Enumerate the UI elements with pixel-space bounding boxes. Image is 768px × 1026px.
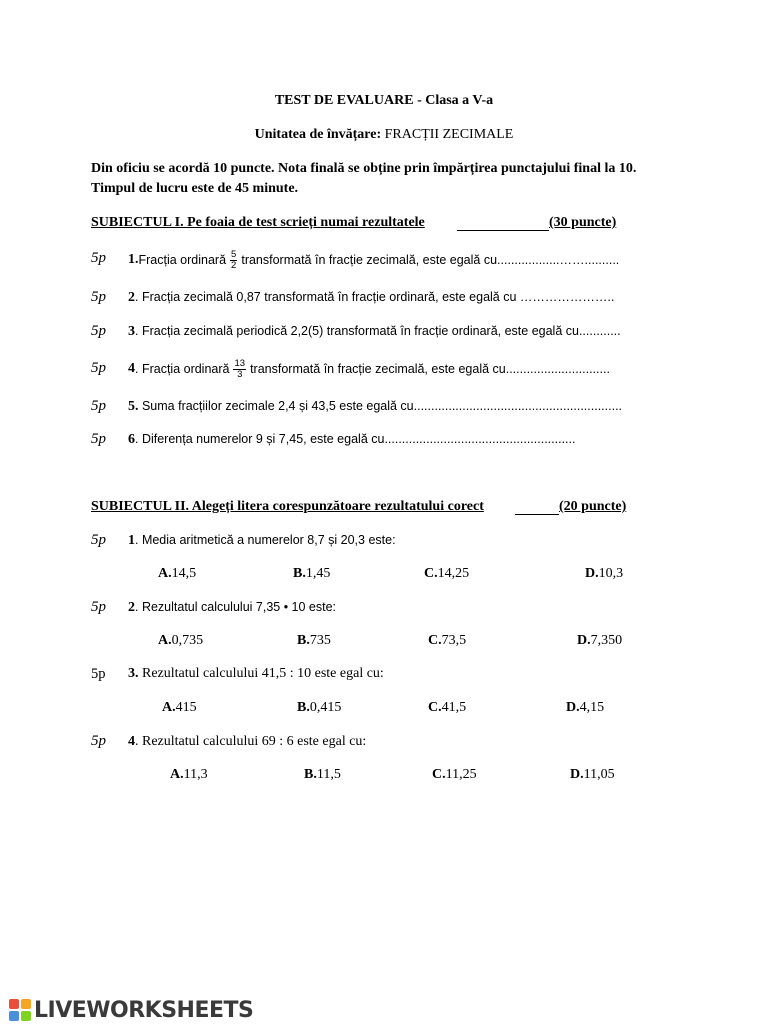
s1-item-5-text: Suma fracțiilor zecimale 2,4 și 43,5 este egală cu............................................................ (138, 399, 623, 413)
option-letter: D. (585, 566, 599, 581)
option-value: 11,5 (316, 767, 341, 782)
s2-item-1-option-c[interactable] (424, 566, 469, 582)
s2-item-1-option-d[interactable] (585, 566, 623, 582)
s1-item-5-points: 5p (91, 398, 106, 414)
s1-item-6-text: . Diferența numerelor 9 și 7,45, este egală cu....................................................... (135, 432, 576, 446)
s2-item-4-option-a[interactable] (170, 767, 208, 783)
s2-item-2-number: 2 (128, 600, 135, 615)
s1-item-4-points: 5p (91, 360, 106, 376)
s1-item-2-text: . Fracția zecimală 0,87 transformată în fracție ordinară, este egală cu ………………….. (135, 290, 615, 304)
s2-item-3-option-a[interactable] (162, 700, 197, 716)
s2-item-2-points: 5p (91, 599, 106, 615)
fraction-13-3 (233, 359, 246, 380)
s2-item-1-option-a[interactable] (158, 566, 196, 582)
s2-item-2-question (128, 600, 336, 616)
s1-item-6-points: 5p (91, 431, 106, 447)
s2-item-1-text: . Media aritmetică a numerelor 8,7 și 20,3 este: (135, 533, 396, 547)
s2-item-1-number: 1 (128, 533, 135, 548)
s1-item-2[interactable] (128, 290, 614, 306)
s2-item-4-text: . Rezultatul calculului 69 : 6 este egal cu: (135, 734, 367, 749)
s1-item-4-number: 4 (128, 361, 135, 376)
s2-item-2-option-c[interactable] (428, 633, 466, 649)
section-2-points: (20 puncte) (559, 499, 627, 514)
section-1-points: (30 puncte) (549, 215, 617, 230)
s2-item-4-number: 4 (128, 734, 135, 749)
option-value: 41,5 (441, 700, 467, 715)
s2-item-2-text: . Rezultatul calculului 7,35 • 10 este: (135, 600, 337, 614)
s2-item-3-number: 3. (128, 666, 139, 681)
s1-item-1-number: 1. (128, 252, 139, 267)
s2-item-1-question (128, 533, 396, 549)
option-value: 0,735 (171, 633, 204, 648)
s1-item-6-number: 6 (128, 432, 135, 447)
option-letter: A. (158, 566, 172, 581)
section-2-underline-gap (515, 514, 559, 515)
liveworksheets-logo[interactable] (8, 994, 253, 1026)
s2-item-3-option-c[interactable] (428, 700, 466, 716)
s2-item-2-option-d[interactable] (577, 633, 622, 649)
s1-item-1-answer-line[interactable]: transformată în fracție zecimală, este egală cu..................…….......... (241, 253, 620, 267)
option-letter: B. (297, 700, 310, 715)
option-value: 14,5 (171, 566, 197, 581)
section-1-heading: SUBIECTUL I. Pe foaia de test scrieți numai rezultatele (91, 215, 425, 230)
option-value: 735 (309, 633, 331, 648)
option-letter: C. (424, 566, 438, 581)
option-letter: C. (428, 700, 442, 715)
option-letter: A. (162, 700, 176, 715)
s2-item-4-option-b[interactable] (304, 767, 341, 783)
option-letter: C. (428, 633, 442, 648)
fraction-denominator: 2 (231, 259, 237, 271)
option-letter: C. (432, 767, 446, 782)
s2-item-3-option-b[interactable] (297, 700, 341, 716)
s1-item-4 (128, 355, 610, 383)
option-letter: B. (304, 767, 317, 782)
option-letter: D. (566, 700, 580, 715)
option-letter: A. (170, 767, 184, 782)
s1-item-3-text: . Fracția zecimală periodică 2,2(5) transformată în fracție ordinară, este egală cu............ (135, 324, 621, 338)
fraction-5-2 (230, 250, 237, 271)
s1-item-5[interactable] (128, 399, 622, 415)
option-value: 0,415 (309, 700, 342, 715)
fraction-numerator: 5 (231, 248, 237, 260)
s1-item-1-text: Fracția ordinară (138, 253, 227, 267)
s1-item-4-answer-line[interactable]: transformată în fracție zecimală, este egală cu.............................. (250, 362, 610, 376)
unit-name: FRACȚII ZECIMALE (384, 127, 514, 142)
option-value: 11,3 (183, 767, 208, 782)
s1-item-5-number: 5. (128, 399, 139, 414)
s2-item-2-option-b[interactable] (297, 633, 331, 649)
s1-item-6[interactable] (128, 432, 575, 448)
s2-item-4-question (128, 734, 366, 750)
s1-item-2-number: 2 (128, 290, 135, 305)
fraction-numerator: 13 (234, 357, 246, 369)
liveworksheets-logo-icon (8, 998, 32, 1022)
option-value: 415 (175, 700, 197, 715)
s2-item-3-option-d[interactable] (566, 700, 604, 716)
option-value: 7,350 (590, 633, 623, 648)
option-value: 73,5 (441, 633, 467, 648)
option-letter: B. (297, 633, 310, 648)
option-letter: B. (293, 566, 306, 581)
intro-line-2: Timpul de lucru este de 45 minute. (91, 181, 299, 196)
option-value: 14,25 (437, 566, 470, 581)
option-value: 10,3 (598, 566, 624, 581)
option-value: 1,45 (305, 566, 331, 581)
s2-item-3-text: Rezultatul calculului 41,5 : 10 este egal cu: (138, 666, 384, 681)
s1-item-1-points: 5p (91, 250, 106, 266)
s2-item-4-option-c[interactable] (432, 767, 477, 783)
s2-item-3-points: 5p (91, 666, 106, 682)
option-value: 11,25 (445, 767, 477, 782)
s2-item-4-option-d[interactable] (570, 767, 615, 783)
section-2-heading: SUBIECTUL II. Alegeți litera corespunzătoare rezultatului corect (91, 499, 484, 514)
option-letter: D. (577, 633, 591, 648)
s1-item-2-points: 5p (91, 289, 106, 305)
liveworksheets-logo-text: LIVEWORKSHEETS (34, 997, 254, 1023)
page-title: TEST DE EVALUARE - Clasa a V-a (274, 93, 494, 108)
s1-item-4-text: . Fracția ordinară (135, 362, 230, 376)
unit-title (0, 127, 768, 143)
option-value: 4,15 (579, 700, 605, 715)
s1-item-3[interactable] (128, 324, 621, 340)
s2-item-2-option-a[interactable] (158, 633, 203, 649)
unit-prefix: Unitatea de învățare: (254, 127, 385, 142)
s2-item-4-points: 5p (91, 733, 106, 749)
s2-item-3-question (128, 666, 384, 682)
fraction-denominator: 3 (237, 368, 243, 380)
s1-item-3-number: 3 (128, 324, 135, 339)
intro-line-1: Din oficiu se acordă 10 puncte. Nota finală se obține prin împărțirea punctajului final la 10. (91, 161, 637, 176)
option-letter: A. (158, 633, 172, 648)
s2-item-1-option-b[interactable] (293, 566, 330, 582)
s1-item-1 (128, 246, 619, 274)
option-letter: D. (570, 767, 584, 782)
s1-item-3-points: 5p (91, 323, 106, 339)
option-value: 11,05 (583, 767, 615, 782)
s2-item-1-points: 5p (91, 532, 106, 548)
section-1-underline-gap (457, 230, 549, 231)
